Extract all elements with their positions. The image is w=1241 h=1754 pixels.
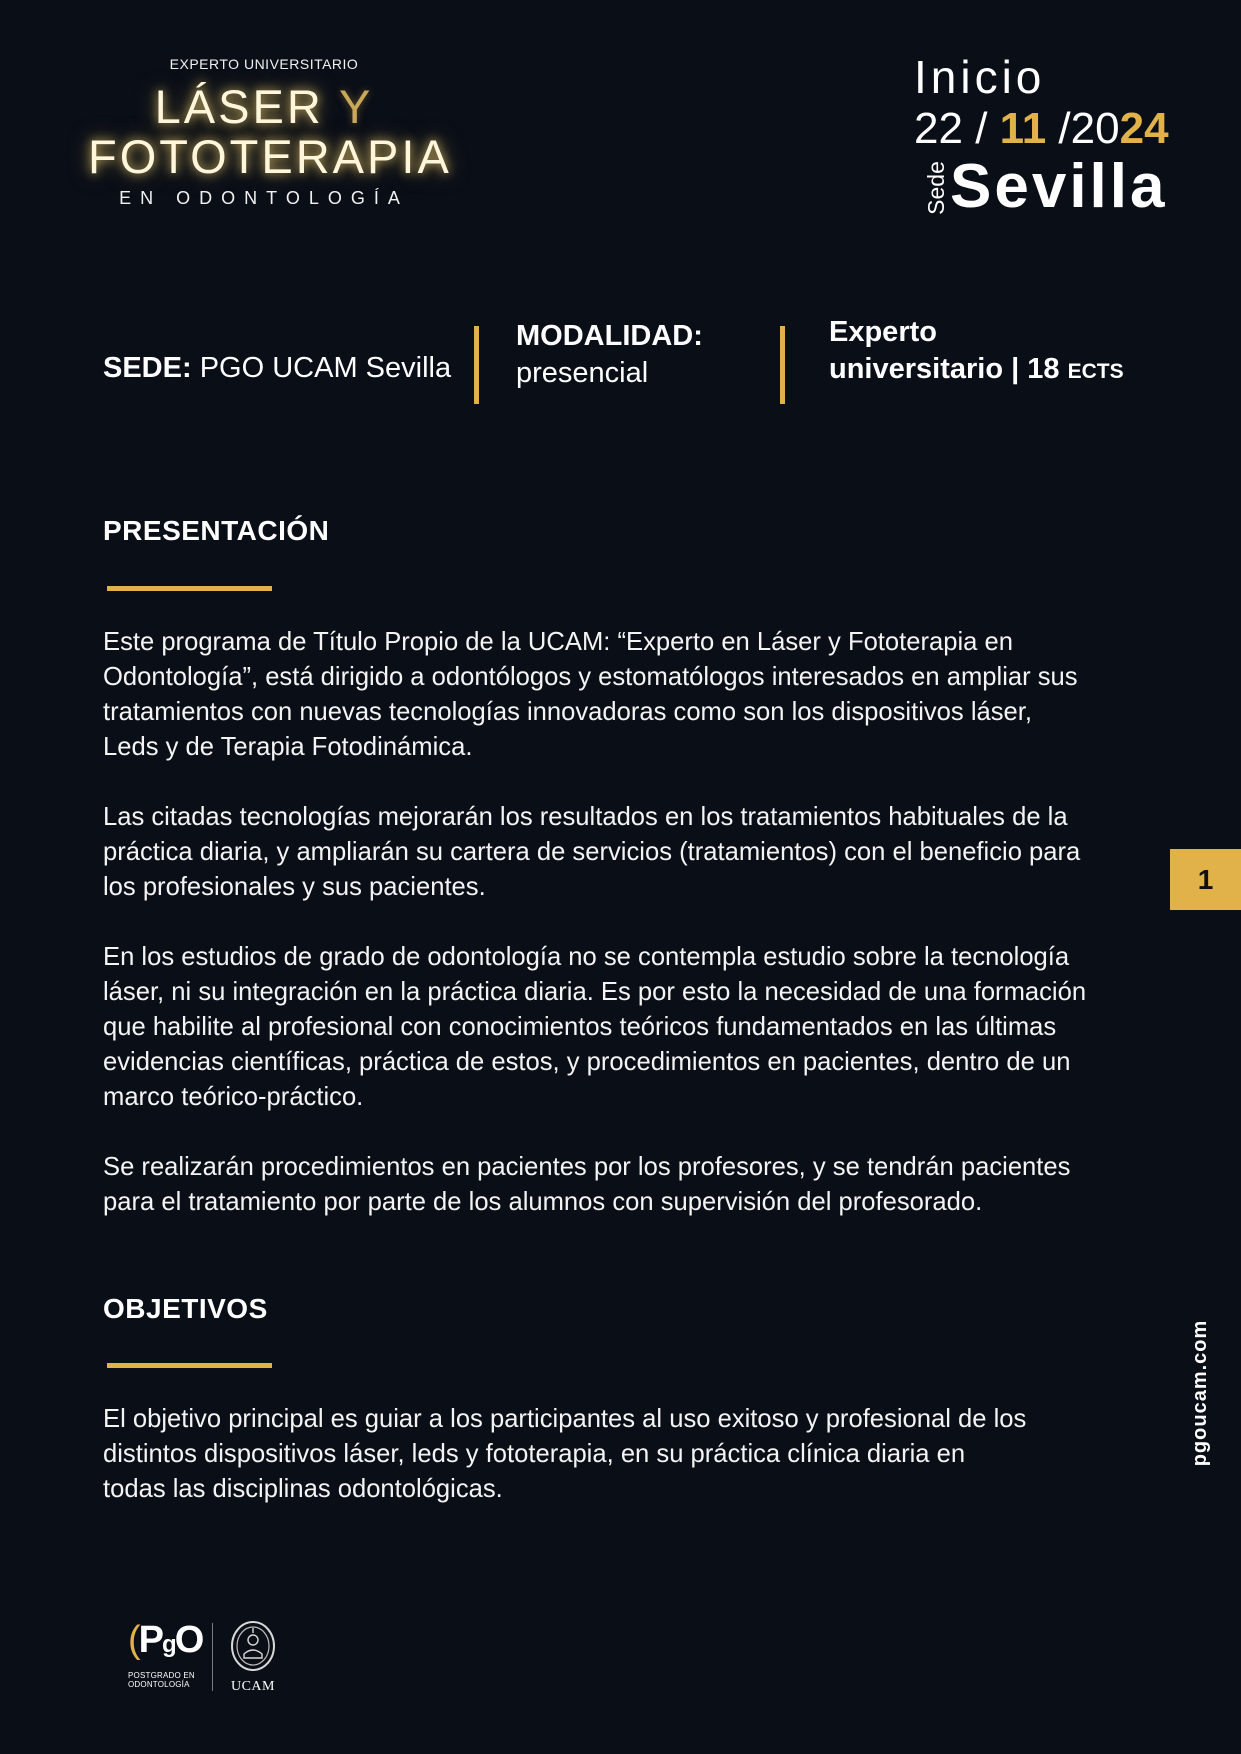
pgo-mark-paren: ( <box>128 1619 139 1661</box>
start-year-prefix: 20 <box>1070 104 1120 153</box>
presentacion-body <box>103 625 1093 1255</box>
objetivos-title: OBJETIVOS <box>103 1293 268 1324</box>
pgo-mark-p: P <box>138 1619 163 1661</box>
pgo-caption <box>128 1671 204 1689</box>
venue-row <box>914 154 1169 220</box>
objetivos-paragraph: El objetivo principal es guiar a los participantes al uso exitoso y profesional de los distintos dispositivos láser, leds y fototerapia, en su práctica clínica diaria en todas las disciplinas odontológicas. <box>103 1405 1027 1503</box>
sede-label: SEDE: <box>103 352 192 384</box>
pgo-mark-o: O <box>174 1619 203 1661</box>
ucam-text: UCAM <box>230 1679 275 1694</box>
presentacion-paragraph: En los estudios de grado de odontología no se contempla estudio sobre la tecnología láser, ni su integración en la práctica diaria. Es por esto la necesidad de una formación que habilite al profesional con conocimientos teóricos fundamentados en las últimas evidencias científicas, práctica de estos, y procedimientos en pacientes, dentro de un marco teórico-práctico. <box>103 943 1087 1111</box>
pgo-mark-g: g <box>162 1631 175 1658</box>
info-divider <box>780 326 785 404</box>
presentacion-paragraph: Se realizarán procedimientos en pacientes por los profesores, y se tendrán pacientes para el tratamiento por parte de los alumnos con supervisión del profesorado. <box>103 1153 1071 1216</box>
logo-connector: Y <box>339 80 374 133</box>
modalidad-value: presencial <box>516 357 649 389</box>
sede-value: PGO UCAM Sevilla <box>199 352 452 384</box>
degree-line1: Experto <box>829 316 937 348</box>
info-degree <box>829 314 1124 390</box>
presentacion-paragraph: Este programa de Título Propio de la UCAM: “Experto en Láser y Fototerapia en Odontología”, está dirigido a odontólogos y estomatólogos interesados en ampliar sus tratamientos con nuevas tecnologías innovadoras como son los dispositivos láser, Leds y de Terapia Fotodinámica. <box>103 628 1078 761</box>
logo-laser-word: LÁSER <box>154 80 324 133</box>
pgo-caption-line2: ODONTOLOGÍA <box>128 1680 190 1689</box>
course-logo <box>88 56 452 209</box>
start-label: Inicio <box>914 51 1046 103</box>
info-modalidad <box>516 318 703 392</box>
credits-unit: ECTS <box>1067 360 1124 383</box>
start-date-block <box>914 50 1169 220</box>
info-divider <box>474 326 479 404</box>
degree-line2 <box>829 351 1124 390</box>
date-separator: / <box>1058 104 1071 153</box>
footer-logo-divider <box>212 1623 213 1691</box>
start-day: 22 <box>914 104 963 153</box>
logo-top-text: EXPERTO UNIVERSITARIO <box>169 56 359 72</box>
venue-city: Sevilla <box>950 152 1168 221</box>
logo-title-line2: FOTOTERAPIA <box>88 130 452 183</box>
info-sede <box>103 352 451 385</box>
objetivos-body <box>103 1402 1033 1542</box>
start-year-suffix: 24 <box>1119 104 1169 153</box>
ucam-logo <box>224 1620 282 1695</box>
logo-title-line1 <box>88 82 440 132</box>
website-link[interactable]: pgoucam.com <box>1189 1319 1211 1467</box>
pgo-logo <box>128 1620 204 1689</box>
start-month: 11 <box>999 104 1047 153</box>
presentacion-paragraph: Las citadas tecnologías mejorarán los resultados en los tratamientos habituales de la práctica diaria, y ampliarán su cartera de servicios (tratamientos) con el beneficio para los profesionales y sus pacientes. <box>103 803 1081 901</box>
presentacion-title: PRESENTACIÓN <box>103 515 330 546</box>
venue-label: Sede <box>923 161 949 215</box>
ucam-seal-icon <box>230 1620 276 1672</box>
degree-line2-text: universitario | 18 <box>829 353 1060 385</box>
date-separator: / <box>975 104 988 153</box>
pgo-caption-line1: POSTGRADO EN <box>128 1671 195 1680</box>
page-number-tab: 1 <box>1170 849 1241 910</box>
logo-subtitle: EN ODONTOLOGÍA <box>119 188 409 208</box>
presentacion-underline <box>107 586 272 591</box>
modalidad-label: MODALIDAD: <box>516 320 703 352</box>
objetivos-underline <box>107 1363 272 1368</box>
pgo-logo-mark <box>128 1620 204 1665</box>
start-date <box>914 104 1169 154</box>
